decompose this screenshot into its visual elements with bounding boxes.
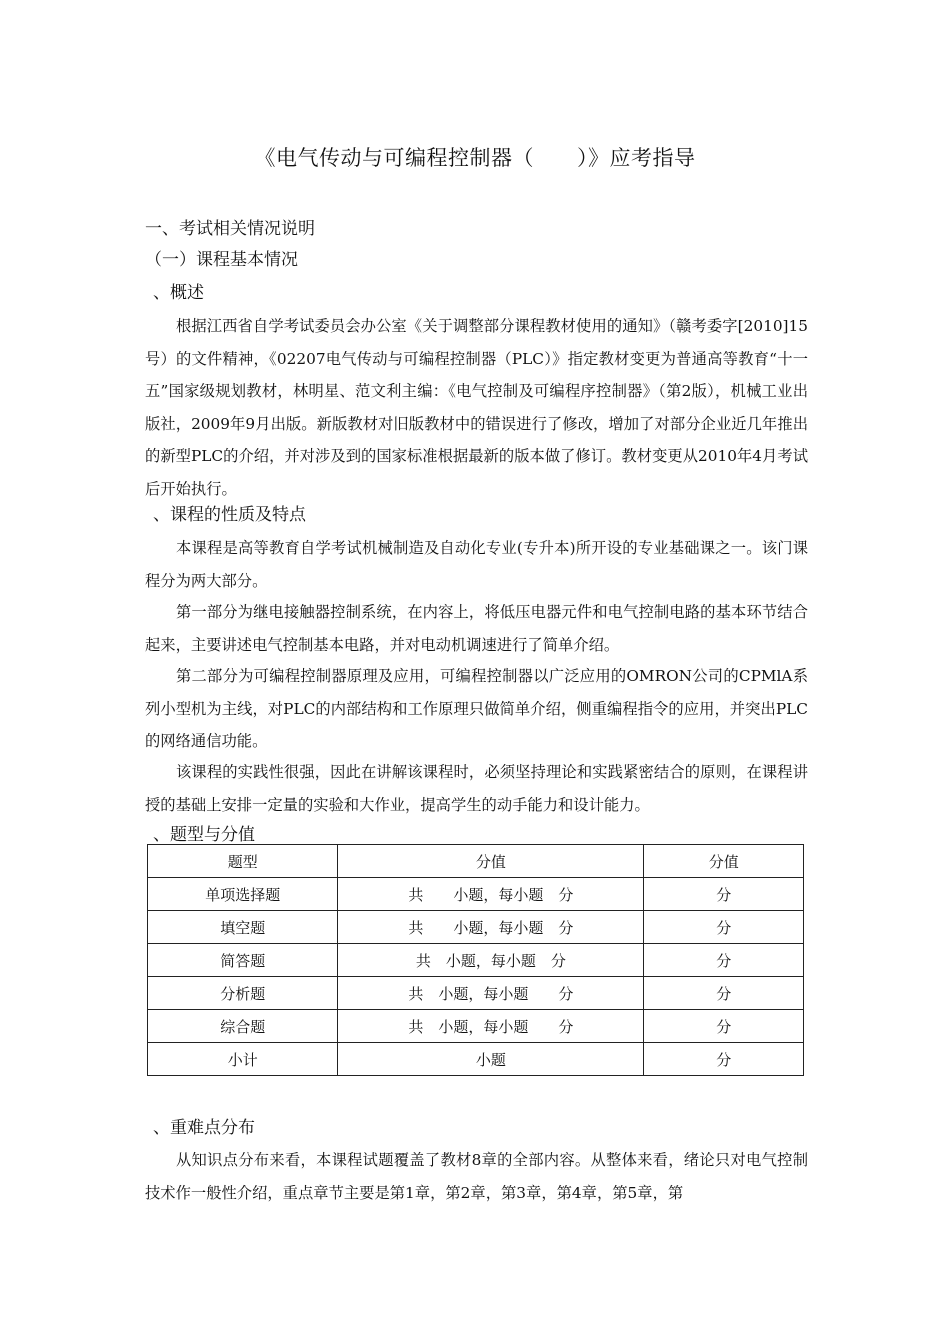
table-cell: 简答题 [148,944,338,977]
table-cell: 分 [644,911,804,944]
table-cell: 单项选择题 [148,878,338,911]
table-cell: 小题 [338,1043,644,1076]
key-points-paragraph: 从知识点分布来看，本课程试题覆盖了教材8章的全部内容。从整体来看，绪论只对电气控制技术作一般性介绍，重点章节主要是第1章，第2章，第3章，第4章，第5章，第 [145,1151,808,1202]
table-cell: 综合题 [148,1010,338,1043]
table-cell: 分 [644,878,804,911]
item-heading-question-types: 、题型与分值 [153,825,255,845]
document-title: 《电气传动与可编程控制器（ ）》应考指导 [254,146,696,170]
overview-paragraph: 根据江西省自学考试委员会办公室《关于调整部分课程教材使用的通知》（赣考委字[2010]15号）的文件精神，《02207电气传动与可编程控制器（PLC）》指定教材变更为普通高等教育“十一五”国家级规划教材，林明星、范文利主编：《电气控制及可编程序控制器》（第2版），机械工业出版社，2009年9月出版。新版教材对旧版教材中的错误进行了修改，增加了对部分企业近几年推出的新型PLC的介绍，并对涉及到的国家标准根据最新的版本做了修订。教材变更从2010年4月考试后开始执行。 [145,317,808,498]
table-header-cell: 分值 [644,845,804,878]
table-row [148,944,804,977]
table-cell: 分 [644,1010,804,1043]
table-cell: 分 [644,1043,804,1076]
table-cell: 共 小题，每小题 分 [338,977,644,1010]
table-cell: 分 [644,977,804,1010]
table-cell: 共 小题，每小题 分 [338,944,644,977]
table-row [148,911,804,944]
item-heading-overview: 、概述 [153,283,204,303]
table-row [148,977,804,1010]
table-cell: 小计 [148,1043,338,1076]
nature-paragraph-2: 第一部分为继电接触器控制系统，在内容上，将低压电器元件和电气控制电路的基本环节结合起来，主要讲述电气控制基本电路，并对电动机调速进行了简单介绍。 [145,603,808,654]
table-cell: 填空题 [148,911,338,944]
table-cell: 共 小题，每小题 分 [338,878,644,911]
nature-paragraph-1: 本课程是高等教育自学考试机械制造及自动化专业(专升本)所开设的专业基础课之一。该门课程分为两大部分。 [145,539,808,590]
table-cell: 分析题 [148,977,338,1010]
table-row [148,1010,804,1043]
nature-paragraph-3: 第二部分为可编程控制器原理及应用，可编程控制器以广泛应用的OMRON公司的CPMlA系列小型机为主线，对PLC的内部结构和工作原理只做简单介绍，侧重编程指令的应用，并突出PLC的网络通信功能。 [145,667,808,750]
nature-paragraph-4: 该课程的实践性很强，因此在讲解该课程时，必须坚持理论和实践紧密结合的原则，在课程讲授的基础上安排一定量的实验和大作业，提高学生的动手能力和设计能力。 [145,763,808,814]
table-row [148,1043,804,1076]
table-row [148,878,804,911]
table-header-cell: 题型 [148,845,338,878]
table-header-row [148,845,804,878]
section-heading-1: 一、考试相关情况说明 [145,219,315,239]
table-cell: 共 小题，每小题 分 [338,1010,644,1043]
table-header-cell: 分值 [338,845,644,878]
item-heading-nature: 、课程的性质及特点 [153,505,306,525]
subsection-heading-1: （一）课程基本情况 [145,250,298,270]
table-cell: 分 [644,944,804,977]
table-cell: 共 小题，每小题 分 [338,911,644,944]
score-table [147,844,804,1076]
item-heading-key-points: 、重难点分布 [153,1118,255,1138]
